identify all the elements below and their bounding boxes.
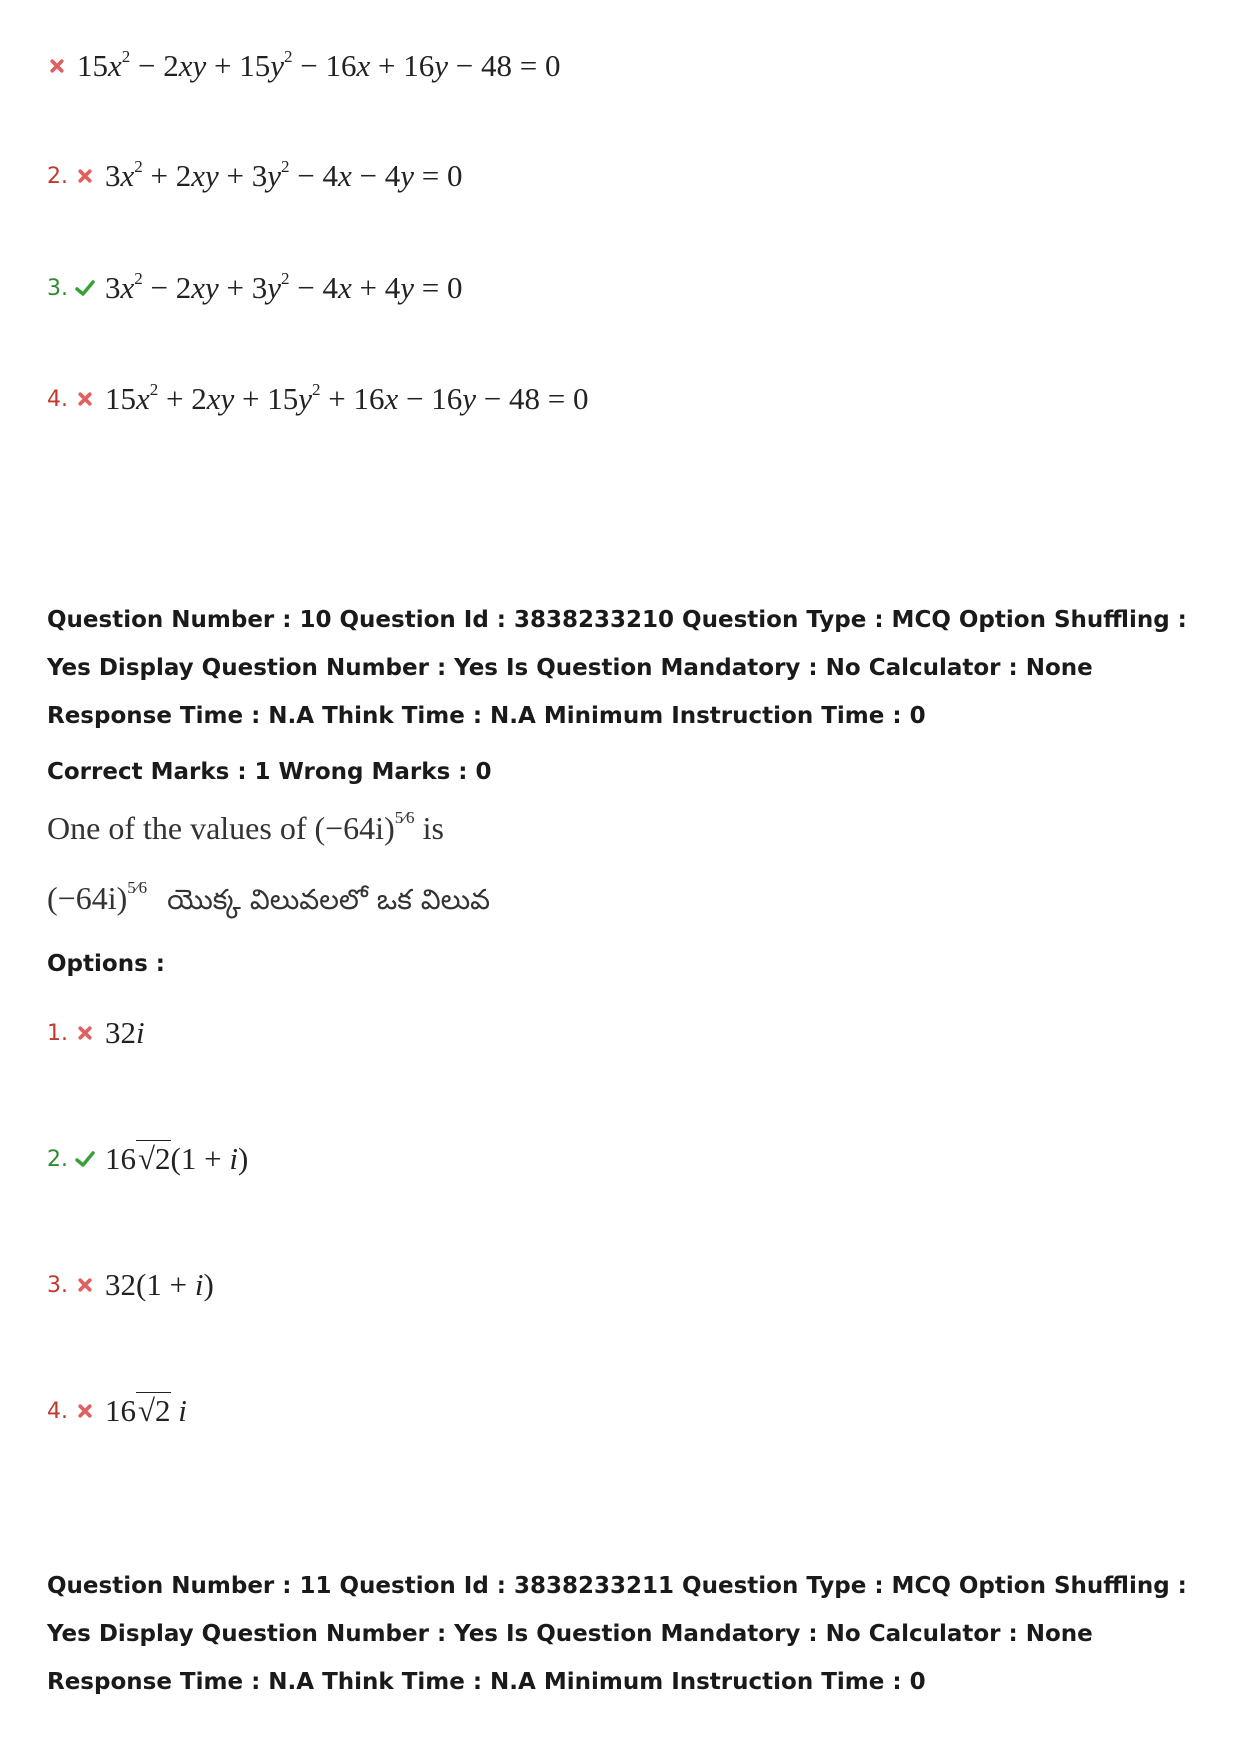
prev-option-1 bbox=[47, 48, 561, 84]
option-number: 4. bbox=[47, 1398, 68, 1424]
option-number: 4. bbox=[47, 386, 68, 412]
power-base: (−64i) bbox=[314, 810, 395, 846]
question-10-meta: Question Number : 10 Question Id : 3838233210 Question Type : MCQ Option Shuffling : Yes Display Question Number : Yes Is Question Mandatory : No Calculator : None Response Time : N.A Think Time : N.A Minimum Instruction Time : 0 bbox=[47, 607, 1187, 729]
option-expression: 16√2(1 + i) bbox=[105, 1141, 249, 1176]
correct-check-icon bbox=[75, 278, 95, 298]
power-exponent: 5⁄6 bbox=[127, 878, 148, 897]
power-exponent: 5⁄6 bbox=[394, 808, 415, 827]
q10-option-3 bbox=[47, 1267, 214, 1303]
option-number: 3. bbox=[47, 275, 68, 301]
q10-option-1 bbox=[47, 1015, 145, 1051]
wrong-cross-icon bbox=[75, 1401, 95, 1421]
telugu-text: యొక్క విలువలలో ఒక విలువ bbox=[167, 883, 491, 916]
prev-option-3 bbox=[47, 270, 463, 306]
question-10-stem-telugu bbox=[47, 880, 490, 923]
option-expression: $3x^2 + 2xy + 3y^2 - 4x - 4y = 0$ bbox=[105, 157, 463, 193]
correct-check-icon bbox=[75, 1149, 95, 1169]
q10-option-4 bbox=[47, 1393, 187, 1429]
stem-prefix: One of the values of bbox=[47, 810, 315, 846]
prev-option-2 bbox=[47, 158, 463, 194]
wrong-cross-icon bbox=[47, 56, 67, 76]
wrong-cross-icon bbox=[75, 389, 95, 409]
option-expression: $15x^2 + 2xy + 15y^2 + 16x - 16y - 48 = 0$ bbox=[105, 380, 589, 416]
options-label: Options : bbox=[47, 951, 165, 977]
wrong-cross-icon bbox=[75, 1023, 95, 1043]
question-10-stem-english bbox=[47, 810, 444, 847]
question-11-meta: Question Number : 11 Question Id : 3838233211 Question Type : MCQ Option Shuffling : Yes Display Question Number : Yes Is Question Mandatory : No Calculator : None Response Time : N.A Think Time : N.A Minimum Instruction Time : 0 bbox=[47, 1573, 1187, 1695]
option-expression: $15x^2 - 2xy + 15y^2 - 16x + 16y - 48 = 0$ bbox=[77, 47, 561, 83]
question-10-marks: Correct Marks : 1 Wrong Marks : 0 bbox=[47, 759, 492, 785]
q10-option-2 bbox=[47, 1141, 248, 1177]
option-number: 2. bbox=[47, 163, 68, 189]
power-base: (−64i) bbox=[47, 880, 128, 916]
option-expression: 32(1 + i) bbox=[105, 1267, 214, 1302]
option-expression: 16√2 i bbox=[105, 1393, 187, 1428]
wrong-cross-icon bbox=[75, 166, 95, 186]
option-expression: $3x^2 - 2xy + 3y^2 - 4x + 4y = 0$ bbox=[105, 269, 463, 305]
option-number: 1. bbox=[47, 1020, 68, 1046]
wrong-cross-icon bbox=[75, 1275, 95, 1295]
option-number: 3. bbox=[47, 1272, 68, 1298]
option-expression: 32i bbox=[105, 1015, 145, 1050]
option-number: 2. bbox=[47, 1146, 68, 1172]
prev-option-4 bbox=[47, 381, 589, 417]
stem-suffix: is bbox=[414, 810, 444, 846]
